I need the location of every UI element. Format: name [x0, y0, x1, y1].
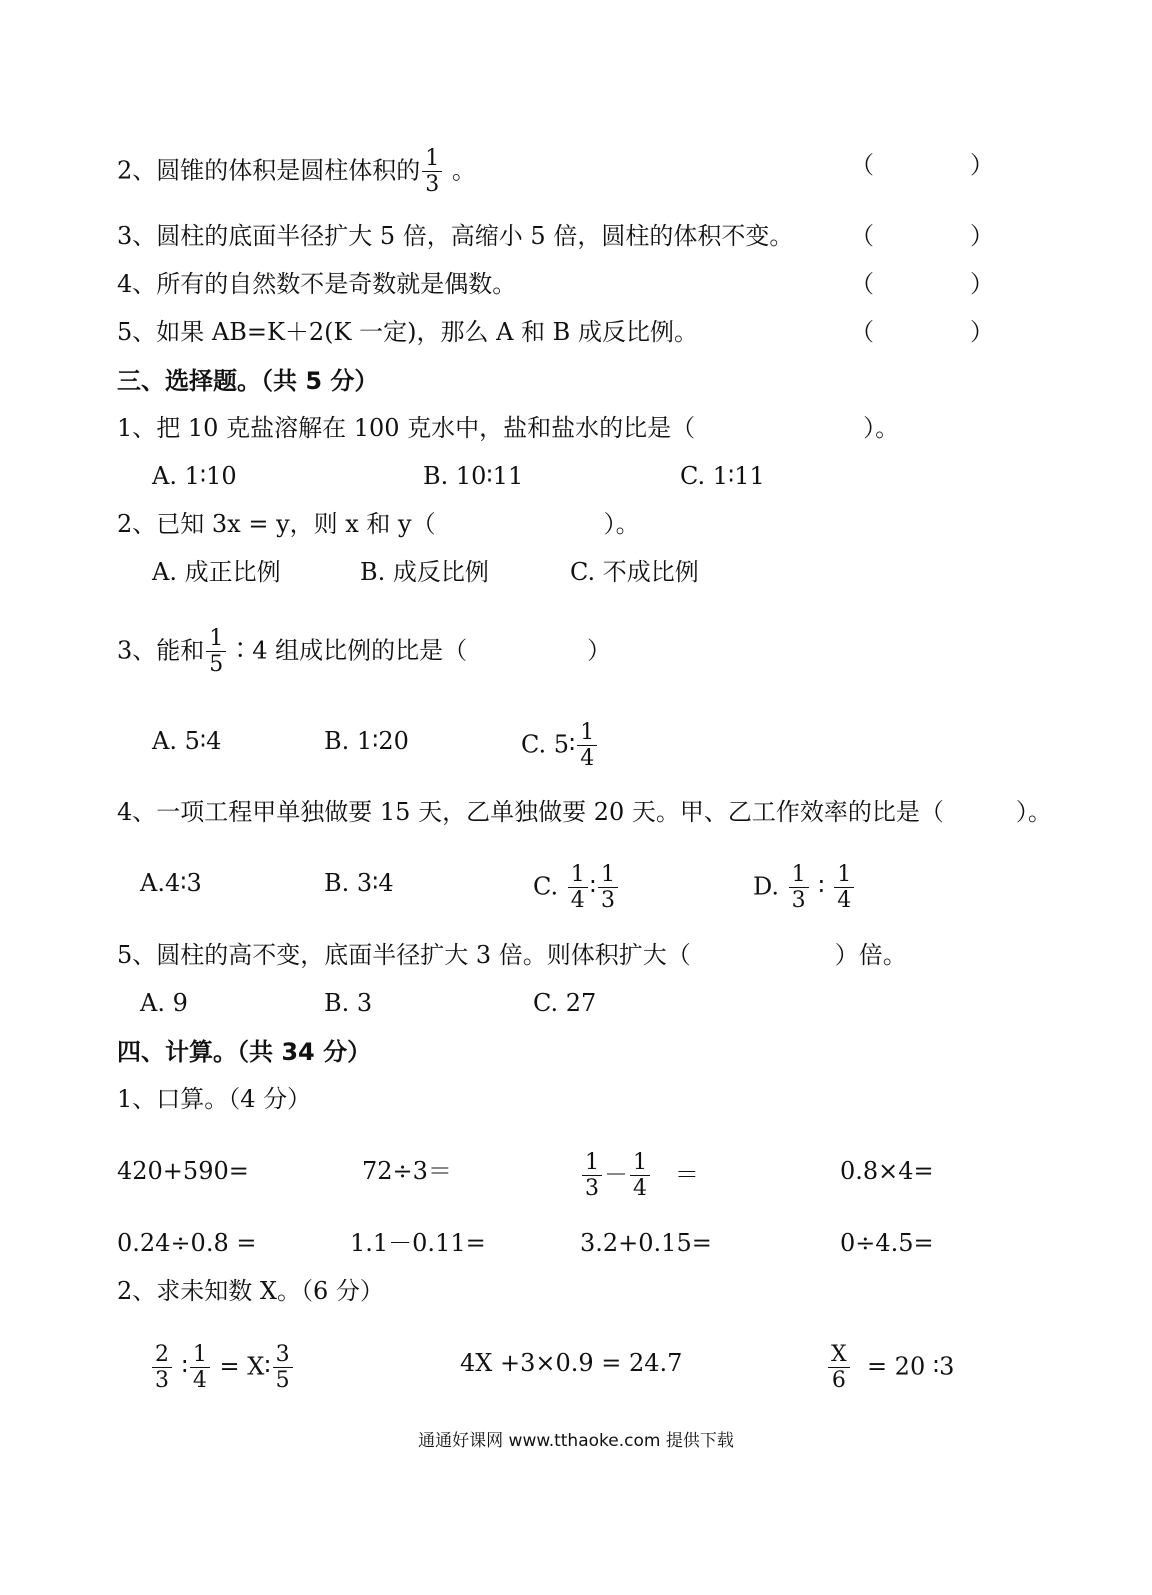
section-3-heading: 三、选择题。（共 5 分）	[117, 367, 379, 395]
calc-sub2: 2、求未知数 X。（6 分）	[117, 1277, 384, 1305]
fraction: $\frac{1}{3}$	[422, 148, 442, 196]
fraction: $\frac{1}{3}$	[598, 864, 618, 912]
fraction: $\frac{X}{6}$	[828, 1344, 850, 1392]
footer-watermark: 通通好课网 www.tthaoke.com 提供下载	[418, 1431, 734, 1451]
equation-3: $\frac{X}{6}$ = 20 ∶3	[826, 1344, 954, 1392]
choice-q2-a: A. 成正比例	[152, 558, 281, 586]
choice-q3-a: A. 5∶4	[152, 727, 222, 755]
calc-sub1: 1、口算。（4 分）	[117, 1085, 312, 1113]
fraction: $\frac{1}{4}$	[577, 722, 597, 770]
calc-r2-a: 0.24÷0.8 =	[117, 1229, 257, 1257]
choice-q3: 3、能和 $\frac{1}{5}$ ∶4 组成比例的比是（ ）	[117, 626, 612, 677]
judge-q3: 3、圆柱的底面半径扩大 5 倍，高缩小 5 倍，圆柱的体积不变。	[117, 222, 794, 250]
judge-q4-paren: （ ）	[850, 270, 994, 298]
choice-q2: 2、已知 3x = y，则 x 和 y（ ）。	[117, 510, 640, 538]
calc-r1-d: 0.8×4=	[840, 1157, 934, 1185]
fraction: $\frac{2}{3}$	[152, 1344, 172, 1392]
choice-q5-b: B. 3	[324, 989, 373, 1017]
fraction: $\frac{1}{4}$	[190, 1344, 210, 1392]
calc-r1-a: 420+590=	[117, 1157, 249, 1185]
choice-q5-a: A. 9	[140, 989, 188, 1017]
choice-q3-b: B. 1∶20	[324, 727, 409, 755]
choice-q4-c: C. $\frac{1}{4}$ ∶ $\frac{1}{3}$	[533, 864, 620, 912]
fraction: $\frac{1}{3}$	[582, 1152, 602, 1200]
judge-q5: 5、如果 AB=K＋2(K 一定)，那么 A 和 B 成反比例。	[117, 318, 698, 346]
judge-q5-paren: （ ）	[850, 318, 994, 346]
choice-q2-b: B. 成反比例	[360, 558, 489, 586]
judge-q2: 2、圆锥的体积是圆柱体积的 $\frac{1}{3}$ 。	[117, 146, 476, 197]
choice-q3-c: C. 5∶ $\frac{1}{4}$	[521, 722, 599, 770]
judge-q4: 4、所有的自然数不是奇数就是偶数。	[117, 270, 517, 298]
choice-q4-b: B. 3∶4	[324, 869, 394, 897]
choice-q5-c: C. 27	[533, 989, 597, 1017]
fraction: $\frac{1}{5}$	[206, 628, 226, 676]
equation-2: 4X +3×0.9 = 24.7	[460, 1349, 683, 1377]
judge-q3-paren: （ ）	[850, 222, 994, 250]
choice-q5: 5、圆柱的高不变，底面半径扩大 3 倍。则体积扩大（ ）倍。	[117, 941, 907, 969]
choice-q1: 1、把 10 克盐溶解在 100 克水中，盐和盐水的比是（ ）。	[117, 414, 900, 442]
choice-q1-b: B. 10∶11	[423, 462, 524, 490]
choice-q1-a: A. 1∶10	[152, 462, 237, 490]
equation-1: $\frac{2}{3}$ ∶ $\frac{1}{4}$ = X∶ $\frac{3}{5}$	[150, 1344, 295, 1392]
section-4-heading: 四、计算。（共 34 分）	[117, 1038, 372, 1066]
choice-q4-a: A.4∶3	[140, 869, 202, 897]
calc-r2-c: 3.2+0.15=	[580, 1229, 712, 1257]
calc-r2-d: 0÷4.5=	[840, 1229, 934, 1257]
calc-r1-c: $\frac{1}{3}$ － $\frac{1}{4}$ ＝	[580, 1152, 699, 1200]
fraction: $\frac{1}{4}$	[834, 864, 854, 912]
calc-r2-b: 1.1－0.11=	[350, 1229, 486, 1257]
fraction: $\frac{1}{3}$	[789, 864, 809, 912]
fraction: $\frac{1}{4}$	[630, 1152, 650, 1200]
choice-q1-c: C. 1∶11	[680, 462, 765, 490]
fraction: $\frac{3}{5}$	[273, 1344, 293, 1392]
choice-q2-c: C. 不成比例	[570, 558, 699, 586]
judge-q2-paren: （ ）	[850, 151, 994, 179]
fraction: $\frac{1}{4}$	[568, 864, 588, 912]
calc-r1-b: 72÷3＝	[362, 1157, 452, 1185]
choice-q4: 4、一项工程甲单独做要 15 天，乙单独做要 20 天。甲、乙工作效率的比是（ ）。	[117, 798, 1052, 826]
choice-q4-d: D. $\frac{1}{3}$ ∶ $\frac{1}{4}$	[753, 864, 856, 912]
